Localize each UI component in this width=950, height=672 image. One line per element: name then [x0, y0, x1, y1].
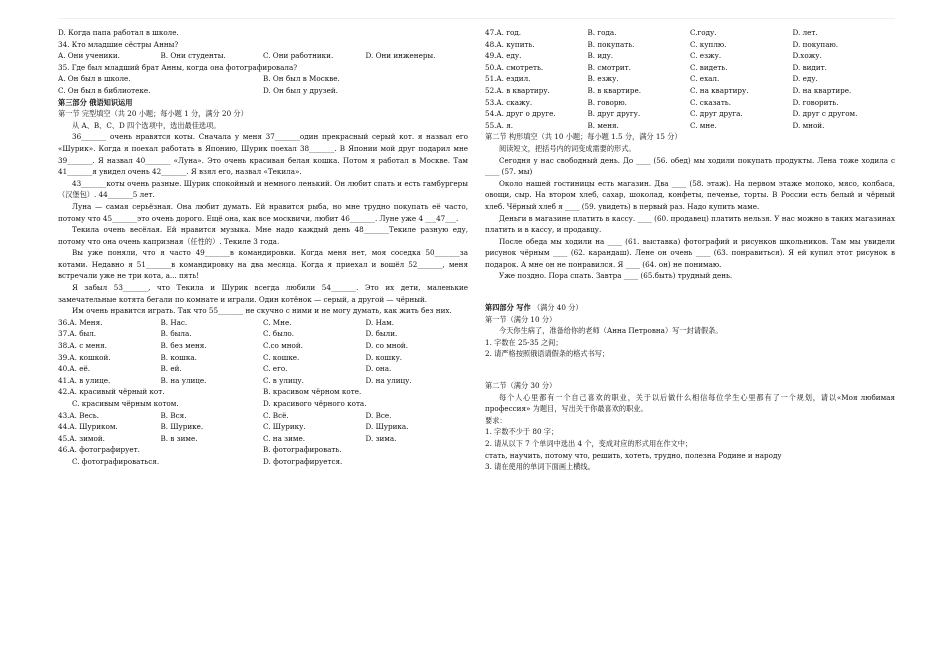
option[interactable]: 51.A. ездил. [485, 74, 531, 84]
option[interactable]: D. лет. [792, 28, 818, 37]
part3-instruction: 从 A、B、C、D 四个选项中，选出最佳选项。 [72, 120, 221, 130]
spacer [485, 282, 895, 302]
option[interactable]: C. на зиме. [263, 433, 306, 443]
option[interactable]: D. красивого чёрного кота. [263, 399, 367, 408]
option[interactable]: D. на улицу. [365, 375, 412, 385]
option[interactable]: D. зима. [365, 433, 397, 443]
option[interactable]: D. на квартире. [792, 85, 852, 95]
option[interactable]: D.хожу. [792, 51, 822, 61]
option[interactable]: B. Они студенты. [160, 51, 226, 61]
option[interactable]: B. Нас. [160, 317, 188, 327]
q36-options [58, 317, 468, 329]
option[interactable]: C. Шурику. [263, 422, 306, 432]
requirement: 1. 字数不少于 80 字； [485, 427, 559, 437]
q44-options [58, 421, 468, 433]
option[interactable]: 48.A. купить. [485, 39, 535, 49]
cloze-paragraph: Я забыл 53_______, что Текила и Шурик всегда любили 54_______. Это их дети, маленькие замечательные котята бегали по комнате и играли. Один котёнок — серый, а другой — чёрный. [58, 283, 468, 304]
requirements-heading: 要求： [485, 415, 507, 425]
option[interactable]: 52.A. в квартиру. [485, 85, 550, 95]
form-paragraph: Сегодня у нас свободный день. До ____ (56. обед) мы ходили покупать продукты. Лена тоже ходила с ____ (57. мы) [485, 155, 895, 177]
word-list: стать, научить, потому что, решить, хотеть, трудно, полезна Родине и народу [485, 450, 782, 460]
option[interactable]: B. иду. [587, 51, 614, 61]
option[interactable]: D. были. [365, 329, 398, 339]
option[interactable]: C. Он был в библиотеке. [58, 85, 151, 95]
form-paragraph: Деньги в магазине платить в кассу. ____ (60. продавец) платить нельзя. У нас можно в таких магазинах платить и в кассу, и продавцу. [485, 213, 896, 235]
option[interactable]: C. друг друга. [690, 109, 743, 119]
q48-options [485, 39, 895, 51]
option[interactable]: D. она. [365, 364, 392, 374]
option[interactable]: B. красивом чёрном коте. [263, 387, 362, 397]
option[interactable]: B. года. [587, 28, 617, 37]
option[interactable]: C.со мной. [263, 341, 303, 351]
option[interactable]: D. мной. [792, 120, 825, 130]
cloze-paragraph: 43_______коты очень разные. Шурик спокойный и немного ленький. Он любит спать и есть гамбургеры（汉堡包）. 44_______5 лет. [58, 178, 468, 200]
part4-score: （满分 40 分） [532, 303, 583, 313]
option[interactable]: C.году. [690, 28, 717, 37]
option[interactable]: D. видит. [792, 62, 827, 72]
option[interactable]: 54.A. друг о друге. [485, 109, 556, 119]
part4-section2-title: 第二节（满分 30 分） [485, 381, 557, 391]
form-paragraph: Около нашей гостиницы есть магазин. Два ____ (58. этаж). На первом этаже молоко, мясо, колбаса, овощи, сыр. На втором хлеб, сахар, шоколад, конфеты, печенье, торты. В России есть белый и чёрный хлеб. Чёрный хлеб я ____ (59. увидеть) в первый раз. Надо купить маме. [485, 178, 895, 211]
q34-options [58, 50, 468, 62]
option[interactable]: C. куплю. [690, 39, 727, 49]
option[interactable]: C. Всё. [263, 410, 289, 420]
requirement: 1. 字数在 25-35 之间； [485, 337, 563, 347]
option[interactable]: C. сказать. [690, 97, 731, 107]
option[interactable]: D. говорить. [792, 97, 839, 107]
q52-options [485, 85, 895, 97]
option[interactable]: C. Мне. [263, 317, 292, 327]
option[interactable]: C. Они работники. [263, 51, 334, 61]
section2-instruction: 阅读短文，把括号内的词变成需要的形式。 [499, 143, 636, 153]
option[interactable]: C. видеть. [690, 62, 728, 72]
option[interactable]: C. его. [263, 364, 288, 374]
option[interactable]: D. покупаю. [792, 39, 839, 49]
option[interactable]: B. езжу. [587, 74, 619, 84]
option[interactable]: B. в квартире. [587, 85, 642, 95]
cloze-paragraph: Текила очень весёлая. Ей нравится музыка. Мне надо каждый день 48_______Текиле разную еду, потому что она очень капризная（任性的）. Текиле 3 года. [58, 225, 468, 246]
option[interactable]: B. меня. [587, 120, 619, 130]
cloze-paragraph: Луна — самая серьёзная. Она любит думать. Ей нравится рыба, но мне трудно покупать её часто, потому что 45_______это очень дорого. Ещё она, как все москвичи, любит 46_______. Луне уже 4 ___47___. [58, 201, 468, 223]
option[interactable]: D. Все. [365, 410, 392, 420]
option[interactable]: C. в улицу. [263, 375, 304, 385]
option[interactable]: B. была. [160, 329, 192, 339]
requirement: 2. 请严格按照俄语请假条的格式书写； [485, 349, 610, 359]
option[interactable]: 50.A. смотреть. [485, 62, 544, 72]
q35-options [58, 73, 468, 96]
right-column [485, 27, 895, 473]
option[interactable]: 39.A. кошкой. [58, 352, 111, 362]
spacer [485, 360, 895, 380]
option[interactable]: D. со мной. [365, 341, 408, 351]
option[interactable]: 45.A. зимой. [58, 433, 105, 443]
form-paragraph: Уже поздно. Пора спать. Завтра ____ (65.быть) трудный день. [499, 271, 733, 281]
option[interactable]: B. друг другу. [587, 109, 641, 119]
part3-title: 第三部分 俄语知识运用 [58, 97, 133, 107]
option[interactable]: D. Они инженеры. [365, 51, 436, 61]
option[interactable]: B. без меня. [160, 341, 207, 351]
option[interactable]: 42.A. красивый чёрный кот. [58, 387, 165, 397]
q46-options [58, 444, 468, 467]
q49-options [485, 50, 895, 62]
option[interactable]: B. Вся. [160, 410, 187, 420]
option[interactable]: D. Он был у друзей. [263, 85, 338, 95]
requirement: 3. 请在使用的单词下面画上横线。 [485, 462, 595, 472]
option[interactable]: C. кошке. [263, 352, 300, 362]
option[interactable]: 37.A. был. [58, 329, 97, 339]
option[interactable]: 41.A. в улице. [58, 375, 111, 385]
option[interactable]: D. друг с другом. [792, 109, 858, 119]
form-paragraph: После обеда мы ходили на ____ (61. выставка) фотографий и рисунков школьников. Там мы увидели рисунок чёрным ____ (62. карандаш). Лене он очень ____ (63. понравиться). Я ей купил этот рисунок в подарок. А мне он не понравился. Я ____ (64. он) не понимаю. [485, 236, 895, 269]
q54-options [485, 108, 895, 120]
option[interactable]: C. красивым чёрным котом. [72, 399, 179, 408]
option[interactable]: B. в зиме. [160, 433, 198, 443]
q37-options [58, 328, 468, 340]
left-column [58, 27, 468, 468]
part4-section1-title: 第一节（满分 10 分） [485, 314, 557, 324]
option[interactable]: B. кошка. [160, 352, 197, 362]
requirement: 2. 请从以下 7 个单词中选出 4 个，变成对应的形式用在作文中； [485, 439, 693, 448]
part4-title: 第四部分 写作 [485, 303, 531, 313]
top-rule [58, 18, 895, 19]
part4-section2-task: 每个人心里都有一个自己喜欢的职业，关于以后做什么相信每位学生心里都有了一个规划，请以«Моя любимая профессия» 为题目，写出关于你最喜欢的职业。 [485, 392, 895, 414]
q40-options [58, 363, 468, 375]
option[interactable]: D. кошку. [365, 352, 403, 362]
option[interactable]: C. было. [263, 329, 295, 339]
option[interactable]: 49.A. еду. [485, 51, 522, 61]
q38-options [58, 340, 468, 352]
option[interactable]: C. ехал. [690, 74, 720, 84]
option[interactable]: B. Шурике. [160, 422, 204, 432]
q45-options [58, 433, 468, 445]
part4-title-line [485, 302, 895, 314]
option[interactable]: 36.A. Меня. [58, 317, 103, 327]
option[interactable]: B. ей. [160, 364, 182, 374]
option[interactable]: C. езжу. [690, 51, 722, 61]
option[interactable]: 43.A. Весь. [58, 410, 99, 420]
option[interactable]: D. фотографируется. [263, 456, 343, 466]
option[interactable]: D. еду. [792, 74, 818, 84]
q51-options [485, 73, 895, 85]
option[interactable]: 38.A. с меня. [58, 341, 107, 351]
option[interactable]: B. фотографировать. [263, 445, 342, 455]
option[interactable]: B. Он был в Москве. [263, 74, 340, 84]
q34-question: 34. Кто младшие сёстры Анны? [58, 39, 179, 49]
option[interactable]: D. Нам. [365, 317, 395, 327]
q41-options [58, 375, 468, 387]
option[interactable]: D. Шурика. [365, 422, 409, 432]
option[interactable]: B. смотрит. [587, 62, 631, 72]
option[interactable]: 40.A. её. [58, 364, 90, 374]
part4-section1-task: 今天你生病了，准备给你的老师（Анна Петровна）写一封请假条。 [499, 326, 723, 336]
option[interactable]: 55.A. я. [485, 120, 514, 130]
option[interactable]: C. на квартиру. [690, 85, 749, 95]
section2-title: 第二节 构形填空（共 10 小题；每小题 1.5 分，满分 15 分） [485, 132, 682, 142]
option[interactable]: B. говорю. [587, 97, 627, 107]
option[interactable]: 44.A. Шуриком. [58, 422, 118, 432]
option[interactable]: 46.A. фотографирует. [58, 445, 140, 455]
option[interactable]: C. фотографироваться. [72, 456, 160, 466]
q33-option-d: D. Когда папа работал в школе. [58, 28, 179, 37]
q42-options [58, 386, 468, 409]
option[interactable]: 53.A. скажу. [485, 97, 533, 107]
q35-question: 35. Где был младший брат Анны, когда она фотографировала? [58, 62, 298, 72]
cloze-paragraph: Им очень нравится играть. Так что 55_______ не скучно с ними и не могу думать, как жить без них. [72, 306, 452, 316]
option[interactable]: A. Он был в школе. [58, 74, 131, 84]
part3-section1-title: 第一节 完型填空（共 20 小题；每小题 1 分，满分 20 分） [58, 109, 248, 119]
q39-options [58, 352, 468, 364]
option[interactable]: C. мне. [690, 120, 717, 130]
option[interactable]: A. Они ученики. [58, 51, 120, 61]
q50-options [485, 62, 895, 74]
option[interactable]: B. покупать. [587, 39, 635, 49]
q55-options [485, 120, 895, 132]
q43-options [58, 410, 468, 422]
option[interactable]: B. на улице. [160, 375, 207, 385]
cloze-paragraph: 36_______ очень нравятся коты. Сначала у меня 37_______один прекрасный серый кот. я назвал его «Шурик». Когда я поехал работать в Японию, Шурик поехал 38_______. В Японии мой друг подарил мне 39_______. Я назвал 40_______ «Луна». Это очень красивая белая кошка. Потом я работал в Москве. Там 41_______я увидел очень 42_______. Я взял его, назвал «Текила». [58, 132, 468, 177]
q53-options [485, 97, 895, 109]
cloze-paragraph: Вы уже поняли, что я часто 49_______в командировки. Когда меня нет, моя соседка 50_______за котами. Недавно я 51_______в командировку на два месяца. Когда я приехал и вошёл 52_______, меня встречали уже не три кота, а... пять! [58, 248, 468, 281]
q47-options [485, 27, 895, 39]
option[interactable]: 47.A. год. [485, 28, 521, 37]
